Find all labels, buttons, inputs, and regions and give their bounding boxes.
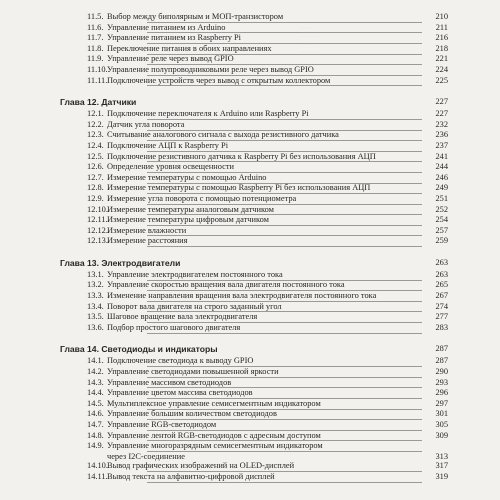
entry-number: 12.6. bbox=[87, 162, 104, 172]
entry-page-number: 274 bbox=[435, 301, 448, 311]
show-through-text: ····· ········· ······ ·········· bbox=[300, 26, 320, 56]
entry-title: Подключение АЦП к Raspberry Pi bbox=[107, 140, 229, 150]
entry-number: 14.3. bbox=[87, 377, 104, 387]
entry-title: Измерение расстояния bbox=[107, 236, 188, 246]
entry-title: Управление цветом массива светодиодов bbox=[107, 388, 253, 398]
toc-entry-continuation bbox=[60, 452, 448, 461]
entry-page-number: 319 bbox=[435, 471, 448, 481]
entry-page-number: 241 bbox=[435, 151, 448, 161]
toc-entry bbox=[60, 152, 448, 163]
entry-title: Измерение температуры аналоговым датчиком bbox=[107, 204, 274, 214]
toc-entry bbox=[60, 323, 448, 334]
entry-title: Подбор простого шагового двигателя bbox=[107, 322, 241, 332]
entry-number: 12.11. bbox=[87, 215, 108, 225]
row-divider bbox=[147, 482, 422, 483]
entry-title: Измерение температуры с помощью Raspberry Pi без использования АЦП bbox=[107, 183, 371, 193]
entry-page-number: 297 bbox=[435, 398, 448, 408]
entry-page-number: 283 bbox=[435, 322, 448, 332]
entry-page-number: 254 bbox=[435, 215, 448, 225]
toc-entry bbox=[60, 356, 448, 367]
toc-entry bbox=[60, 76, 448, 87]
entry-number: 14.10. bbox=[87, 461, 108, 471]
toc-entry bbox=[60, 388, 448, 399]
entry-title: Считывание аналогового сигнала с выхода резистивного датчика bbox=[107, 130, 339, 140]
chapter-heading bbox=[60, 95, 448, 109]
toc-entry bbox=[60, 120, 448, 131]
toc-entry bbox=[60, 54, 448, 65]
entry-number: 11.6. bbox=[87, 22, 104, 32]
row-divider bbox=[147, 85, 422, 86]
entry-number: 12.3. bbox=[87, 130, 104, 140]
entry-page-number: 210 bbox=[435, 12, 448, 21]
entry-page-number: 252 bbox=[435, 204, 448, 214]
toc-entry bbox=[60, 12, 448, 23]
entry-title: Управление лентой RGB-светодиодов с адресным доступом bbox=[107, 430, 321, 440]
toc-entry bbox=[60, 367, 448, 378]
entry-title: Подключение резистивного датчика к Raspberry Pi без использования АЦП bbox=[107, 151, 376, 161]
toc-entry bbox=[60, 431, 448, 442]
entry-title: Выбор между биполярным и МОП-транзистором bbox=[107, 12, 284, 21]
entry-title: Измерение температуры с помощью Arduino bbox=[107, 172, 267, 182]
entry-page-number: 317 bbox=[435, 461, 448, 471]
entry-title: Определение уровня освещенности bbox=[107, 162, 235, 172]
entry-title: Датчик угла поворота bbox=[107, 119, 185, 129]
toc-entry bbox=[60, 399, 448, 410]
entry-title: Управление RGB-светодиодом bbox=[107, 420, 217, 429]
toc-entry bbox=[60, 226, 448, 237]
entry-title: Измерение температуры цифровым датчиком bbox=[107, 215, 269, 225]
entry-page-number: 232 bbox=[435, 119, 448, 129]
toc-entry bbox=[60, 236, 448, 247]
entry-page-number: 309 bbox=[435, 430, 448, 440]
entry-page-number: 305 bbox=[435, 420, 448, 429]
entry-page-number: 246 bbox=[435, 172, 448, 182]
entry-number: 14.2. bbox=[87, 367, 104, 377]
entry-number: 12.13. bbox=[87, 236, 108, 246]
entry-number: 14.11. bbox=[87, 471, 108, 481]
entry-number: 13.4. bbox=[87, 301, 104, 311]
table-of-contents bbox=[60, 12, 448, 482]
entry-number: 11.8. bbox=[87, 43, 104, 53]
entry-title: Подключение переключателя к Arduino или Raspberry Pi bbox=[107, 109, 309, 119]
entry-number: 12.1. bbox=[87, 109, 104, 119]
toc-entry bbox=[60, 23, 448, 34]
entry-title: Шаговое вращение вала электродвигателя bbox=[107, 312, 258, 322]
entry-page-number: 277 bbox=[435, 312, 448, 322]
entry-number: 11.10. bbox=[87, 64, 108, 74]
entry-page-number: 301 bbox=[435, 409, 448, 419]
entry-title: Управление реле через вывод GPIO bbox=[107, 54, 234, 64]
entry-page-number: 293 bbox=[435, 377, 448, 387]
entry-number: 11.11. bbox=[87, 75, 108, 85]
chapter-heading bbox=[60, 342, 448, 356]
toc-entry bbox=[60, 291, 448, 302]
entry-title: Управление массивом светодиодов bbox=[107, 377, 232, 387]
entry-title: Переключение питания в обоих направлениях bbox=[107, 43, 272, 53]
entry-number: 11.7. bbox=[87, 33, 104, 43]
toc-entry bbox=[60, 205, 448, 216]
entry-page-number: 267 bbox=[435, 291, 448, 301]
entry-page-number: 224 bbox=[435, 64, 448, 74]
entry-title: Подключение устройств через вывод с открытым коллектором bbox=[107, 75, 331, 85]
toc-entry bbox=[60, 183, 448, 194]
chapter-page-number: 287 bbox=[435, 344, 448, 354]
toc-entry bbox=[60, 65, 448, 76]
entry-page-number: 257 bbox=[435, 225, 448, 235]
entry-title: Измерение влажности bbox=[107, 225, 187, 235]
entry-number: 12.2. bbox=[87, 119, 104, 129]
entry-title: Управление многоразрядным семисегментным индикатором bbox=[107, 441, 323, 451]
chapter-title: Глава 12. Датчики bbox=[60, 97, 137, 108]
entry-number: 11.9. bbox=[87, 54, 104, 64]
entry-title: Управление большим количеством светодиодов bbox=[107, 409, 277, 419]
entry-page-number: 263 bbox=[435, 269, 448, 279]
entry-number: 14.6. bbox=[87, 409, 104, 419]
entry-title: Управление скоростью вращения вала двигателя постоянного тока bbox=[107, 280, 345, 290]
entry-number: 12.10. bbox=[87, 204, 108, 214]
entry-number: 13.3. bbox=[87, 291, 104, 301]
toc-entry bbox=[60, 461, 448, 472]
toc-entry bbox=[60, 270, 448, 281]
toc-entry bbox=[60, 162, 448, 173]
entry-number: 12.12. bbox=[87, 225, 108, 235]
entry-title: Управление светодиодами повышенной яркости bbox=[107, 367, 279, 377]
entry-title-continued: через I2C-соединение bbox=[107, 451, 185, 461]
entry-number: 14.5. bbox=[87, 398, 104, 408]
entry-title: Управление полупроводниковыми реле через вывод GPIO bbox=[107, 64, 314, 74]
entry-title: Вывод текста на алфавитно-цифровой дисплей bbox=[107, 471, 275, 481]
entry-number: 12.8. bbox=[87, 183, 104, 193]
toc-entry bbox=[60, 33, 448, 44]
toc-entry bbox=[60, 141, 448, 152]
entry-page-number: 249 bbox=[435, 183, 448, 193]
entry-title: Измерение угла поворота с помощью потенциометра bbox=[107, 193, 297, 203]
toc-entry bbox=[60, 194, 448, 205]
toc-entry bbox=[60, 420, 448, 431]
toc-entry bbox=[60, 173, 448, 184]
entry-page-number: 287 bbox=[435, 356, 448, 366]
entry-page-number: 237 bbox=[435, 140, 448, 150]
chapter-page-number: 227 bbox=[435, 97, 448, 107]
entry-number: 12.9. bbox=[87, 193, 104, 203]
entry-page-number: 296 bbox=[435, 388, 448, 398]
entry-number: 14.4. bbox=[87, 388, 104, 398]
entry-number: 14.8. bbox=[87, 430, 104, 440]
entry-page-number: 227 bbox=[435, 109, 448, 119]
toc-entry bbox=[60, 280, 448, 291]
entry-title: Мультиплексное управление семисегментным индикатором bbox=[107, 398, 321, 408]
entry-number: 14.7. bbox=[87, 420, 104, 429]
entry-number: 12.7. bbox=[87, 172, 104, 182]
entry-page-number: 236 bbox=[435, 130, 448, 140]
entry-title: Поворот вала двигателя на строго заданный угол bbox=[107, 301, 282, 311]
entry-page-number: 216 bbox=[435, 33, 448, 43]
entry-title: Управление электродвигателем постоянного тока bbox=[107, 269, 283, 279]
entry-title: Вывод графических изображений на OLED-дисплей bbox=[107, 461, 295, 471]
row-divider bbox=[147, 246, 422, 247]
row-divider bbox=[147, 333, 422, 334]
entry-number: 14.1. bbox=[87, 356, 104, 366]
entry-page-number: 244 bbox=[435, 162, 448, 172]
toc-entry bbox=[60, 441, 448, 452]
entry-number: 13.5. bbox=[87, 312, 104, 322]
entry-page-number: 211 bbox=[435, 22, 448, 32]
toc-entry bbox=[60, 130, 448, 141]
entry-page-number: 221 bbox=[435, 54, 448, 64]
entry-title: Изменение направления вращения вала электродвигателя постоянного тока bbox=[107, 291, 377, 301]
entry-number: 14.9. bbox=[87, 441, 104, 451]
toc-entry bbox=[60, 302, 448, 313]
chapter-heading bbox=[60, 256, 448, 270]
toc-entry bbox=[60, 109, 448, 120]
toc-entry bbox=[60, 44, 448, 55]
toc-entry bbox=[60, 409, 448, 420]
entry-title: Подключение светодиода к выводу GPIO bbox=[107, 356, 254, 366]
toc-entry bbox=[60, 472, 448, 483]
chapter-title: Глава 14. Светодиоды и индикаторы bbox=[60, 344, 218, 355]
toc-entry bbox=[60, 312, 448, 323]
toc-entry bbox=[60, 378, 448, 389]
chapter-page-number: 263 bbox=[435, 257, 448, 267]
entry-number: 13.2. bbox=[87, 280, 104, 290]
entry-page-number: 218 bbox=[435, 43, 448, 53]
entry-title: Управление питанием из Arduino bbox=[107, 22, 226, 32]
entry-page-number: 313 bbox=[435, 451, 448, 461]
entry-page-number: 290 bbox=[435, 367, 448, 377]
entry-title: Управление питанием из Raspberry Pi bbox=[107, 33, 241, 43]
entry-number: 13.6. bbox=[87, 322, 104, 332]
entry-number: 12.5. bbox=[87, 151, 104, 161]
chapter-title: Глава 13. Электродвигатели bbox=[60, 257, 181, 268]
toc-entry bbox=[60, 215, 448, 226]
entry-number: 11.5. bbox=[87, 12, 104, 21]
entry-number: 13.1. bbox=[87, 269, 104, 279]
entry-number: 12.4. bbox=[87, 140, 104, 150]
entry-page-number: 251 bbox=[435, 193, 448, 203]
entry-page-number: 259 bbox=[435, 236, 448, 246]
entry-page-number: 265 bbox=[435, 280, 448, 290]
entry-page-number: 225 bbox=[435, 75, 448, 85]
